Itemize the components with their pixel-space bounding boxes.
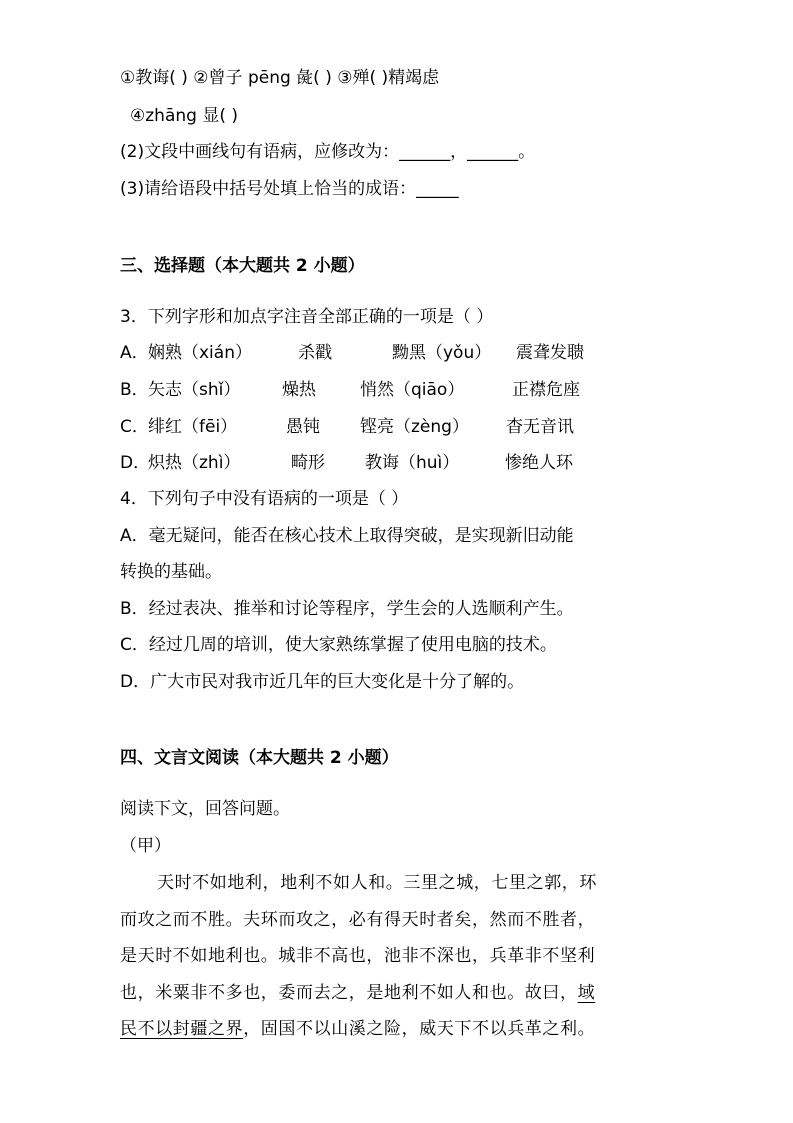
option-item: 娴熟（xián） — [148, 343, 252, 363]
passage-line-5 — [120, 1017, 595, 1041]
passage-line-1: 天时不如地利，地利不如人和。三里之城，七里之郭，环 — [157, 873, 597, 893]
q4-option-d: D．广大市民对我市近几年的巨大变化是十分了解的。 — [120, 672, 525, 692]
option-label: A． — [120, 343, 149, 363]
option-item: 惨绝人环 — [505, 453, 573, 473]
q1-line2: ④zhāng 显( ) — [130, 106, 238, 126]
q2-text: (2)文段中画线句有语病，应修改为：______，______。 — [120, 142, 536, 162]
q4-stem: 4．下列句子中没有语病的一项是（ ） — [120, 489, 409, 509]
q3-option-d — [120, 451, 573, 475]
option-item: 畸形 — [291, 453, 325, 473]
q3-option-a — [120, 341, 584, 365]
option-item: 悄然（qiāo） — [360, 380, 465, 400]
option-item: 黝黑（yǒu） — [392, 343, 492, 363]
option-item: 燥热 — [282, 380, 316, 400]
section4-title: 四、文言文阅读（本大题共 2 小题） — [120, 748, 399, 768]
q3-fill-text: (3)请给语段中括号处填上恰当的成语：_____ — [120, 179, 459, 199]
option-label: C． — [120, 417, 149, 437]
reading-intro: 阅读下文，回答问题。 — [120, 799, 290, 819]
q4-option-a-cont: 转换的基础。 — [120, 562, 222, 582]
q3-option-b — [120, 378, 580, 402]
option-item: 愚钝 — [286, 417, 320, 437]
passage-line-5-rest: ，固国不以山溪之险，威天下不以兵革之利。 — [243, 1019, 596, 1039]
option-item: 震聋发聩 — [516, 343, 584, 363]
underlined-sentence-end: 民不以封疆之界 — [120, 1019, 244, 1039]
q4-option-a: A．毫无疑问，能否在核心技术上取得突破，是实现新旧动能 — [120, 526, 574, 546]
section3-title: 三、选择题（本大题共 2 小题） — [120, 256, 365, 276]
passage-label: （甲） — [120, 836, 171, 856]
option-item: 铿亮（zèng） — [360, 417, 469, 437]
option-item: 杀戳 — [298, 343, 332, 363]
q1-line1: ①教诲( ) ②曾子 pēng 彘( ) ③殚( )精竭虑 — [120, 68, 440, 88]
q3-option-c — [120, 415, 574, 439]
q3-stem: 3．下列字形和加点字注音全部正确的一项是（ ） — [120, 307, 494, 327]
option-item: 炽热（zhì） — [148, 453, 241, 473]
underlined-sentence-start: 域 — [577, 983, 596, 1003]
q4-option-b: B．经过表决、推举和讨论等程序，学生会的人选顺利产生。 — [120, 599, 574, 619]
q4-option-c: C．经过几周的培训，使大家熟练掌握了使用电脑的技术。 — [120, 635, 557, 655]
option-item: 绯红（fēi） — [148, 417, 238, 437]
option-item: 杳无音讯 — [506, 417, 574, 437]
option-item: 矢志（shǐ） — [148, 380, 241, 400]
passage-line-4 — [120, 981, 595, 1005]
option-item: 正襟危座 — [512, 380, 580, 400]
option-label: B． — [120, 380, 149, 400]
passage-line-4-text: 也，米粟非不多也，委而去之，是地利不如人和也。故曰， — [120, 983, 578, 1003]
option-item: 教诲（huì） — [365, 453, 460, 473]
option-label: D． — [120, 453, 151, 473]
passage-line-2: 而攻之而不胜。夫环而攻之，必有得天时者矣，然而不胜者， — [120, 910, 596, 930]
passage-line-3: 是天时不如地利也。城非不高也，池非不深也，兵革非不坚利 — [120, 946, 596, 966]
